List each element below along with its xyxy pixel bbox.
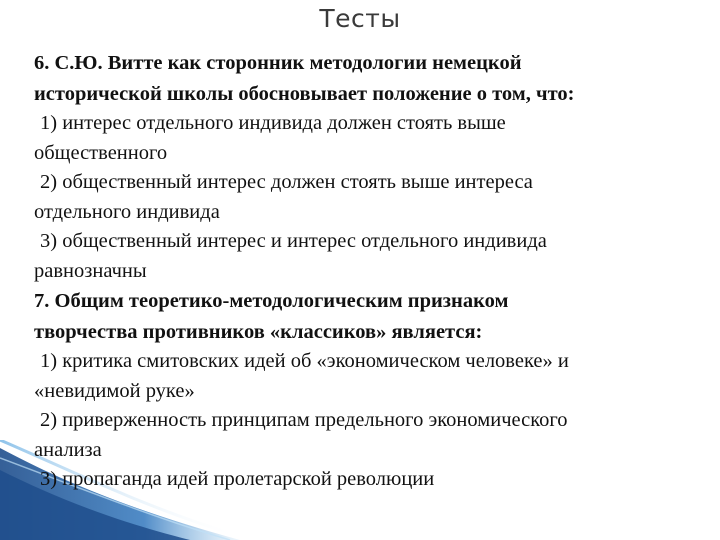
- slide-title: Тесты: [319, 4, 401, 33]
- question-text: [34, 286, 694, 347]
- question-line: 6. С.Ю. Витте как сторонник методологии немецкой: [34, 52, 522, 74]
- question-block: [34, 286, 694, 495]
- option-line: отдельного индивида: [34, 200, 220, 223]
- question-line: 7. Общим теоретико-методологическим признаком: [34, 290, 509, 312]
- option-line: общественного: [34, 141, 168, 164]
- option-line: 2) приверженность принципам предельного экономического: [40, 409, 568, 431]
- question-line: творчества противников «классиков» является:: [34, 320, 483, 343]
- question-line: исторической школы обосновывает положение о том, что:: [34, 82, 575, 105]
- option-line: 1) критика смитовских идей об «экономическом человеке» и: [40, 350, 569, 372]
- answer-option: [34, 168, 694, 227]
- answer-option: [34, 227, 694, 286]
- question-text: [34, 48, 694, 109]
- option-line: 1) интерес отдельного индивида должен стоять выше: [40, 112, 506, 134]
- option-line: 2) общественный интерес должен стоять выше интереса: [40, 171, 533, 193]
- answer-option: [34, 347, 694, 406]
- answer-option: [34, 406, 694, 465]
- option-line: 3) общественный интерес и интерес отдельного индивида: [40, 230, 547, 252]
- option-line: 3) пропаганда идей пролетарской революции: [40, 468, 435, 490]
- test-content: [34, 48, 694, 495]
- answer-option: [34, 465, 694, 495]
- option-line: анализа: [34, 438, 102, 461]
- question-block: [34, 48, 694, 286]
- option-line: «невидимой руке»: [34, 379, 195, 402]
- option-line: равнозначны: [34, 259, 147, 282]
- answer-option: [34, 109, 694, 168]
